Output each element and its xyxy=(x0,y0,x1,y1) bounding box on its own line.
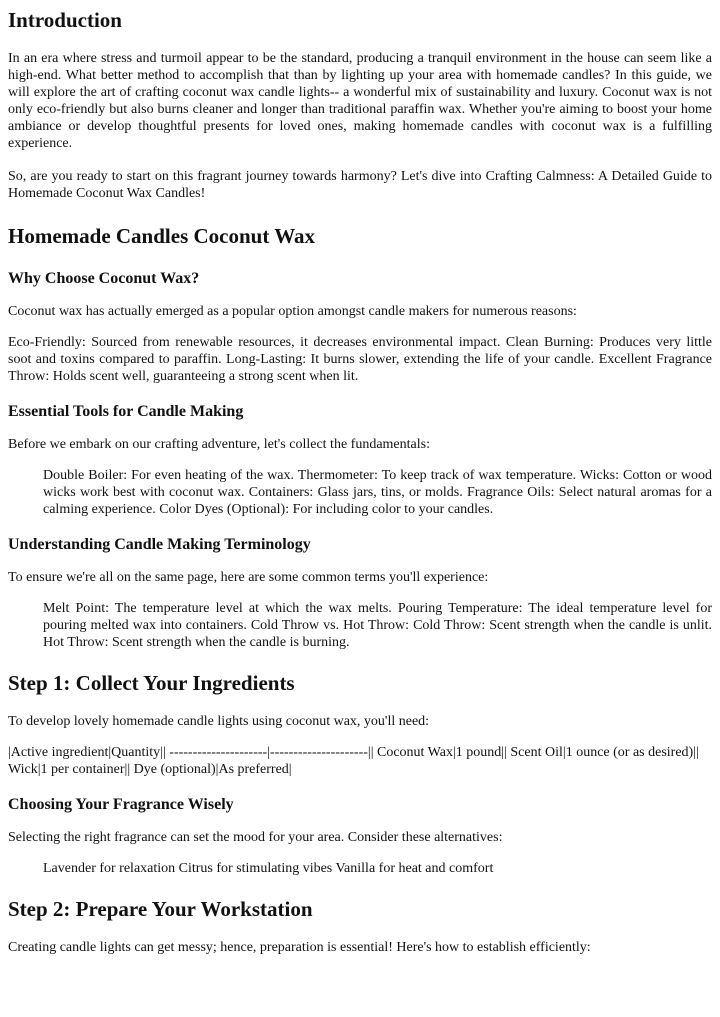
fragrance-paragraph: Selecting the right fragrance can set the mood for your area. Consider these alternatives: xyxy=(8,830,503,845)
step1-paragraph: To develop lovely homemade candle lights using coconut wax, you'll need: xyxy=(8,714,430,729)
tools-list: Double Boiler: For even heating of the wax. Thermometer: To keep track of wax temperature. Wicks: Cotton or wood wicks work best with coconut wax. Containers: Glass jars, tins, or molds. Fragrance Oils: Select natural aromas for a calming experience. Color Dyes (Optional): For including color to your candles. xyxy=(43,468,712,517)
fragrance-list: Lavender for relaxation Citrus for stimulating vibes Vanilla for heat and comfort xyxy=(43,861,494,876)
step2-paragraph: Creating candle lights can get messy; hence, preparation is essential! Here's how to establish efficiently: xyxy=(8,940,591,955)
intro-heading: Introduction xyxy=(8,8,122,32)
step2-heading: Step 2: Prepare Your Workstation xyxy=(8,897,313,921)
terms-paragraph: To ensure we're all on the same page, here are some common terms you'll experience: xyxy=(8,570,489,585)
tools-heading: Essential Tools for Candle Making xyxy=(8,403,244,420)
terms-list: Melt Point: The temperature level at which the wax melts. Pouring Temperature: The ideal temperature level for pouring melted wax into containers. Cold Throw vs. Hot Throw: Cold Throw: Scent strength when the candle is unlit. Hot Throw: Scent strength when the candle is burning. xyxy=(43,601,712,650)
why-heading: Why Choose Coconut Wax? xyxy=(8,270,200,287)
step1-heading: Step 1: Collect Your Ingredients xyxy=(8,671,295,695)
why-paragraph-2: Eco-Friendly: Sourced from renewable resources, it decreases environmental impact. Clean Burning: Produces very little soot and toxins compared to paraffin. Long-Lasting: It burns slower, extending the life of your candle. Excellent Fragrance Throw: Holds scent well, guaranteeing a strong scent when lit. xyxy=(8,335,712,384)
ingredients-table-text: |Active ingredient|Quantity|| ---------------------|---------------------|| Coconut Wax|1 pound|| Scent Oil|1 ounce (or as desired)|| Wick|1 per container|| Dye (optional)|As preferred| xyxy=(8,745,699,777)
why-paragraph-1: Coconut wax has actually emerged as a popular option amongst candle makers for numerous reasons: xyxy=(8,304,577,319)
intro-paragraph-2: So, are you ready to start on this fragrant journey towards harmony? Let's dive into Crafting Calmness: A Detailed Guide to Homemade Coconut Wax Candles! xyxy=(8,169,712,201)
fragrance-heading: Choosing Your Fragrance Wisely xyxy=(8,796,234,813)
tools-paragraph: Before we embark on our crafting adventure, let's collect the fundamentals: xyxy=(8,437,430,452)
intro-paragraph-1: In an era where stress and turmoil appear to be the standard, producing a tranquil environment in the house can seem like a high-end. What better method to accomplish that than by lighting up your area with homemade candles? In this guide, we will explore the art of crafting coconut wax candle lights-- a wonderful mix of sustainability and luxury. Coconut wax is not only eco-friendly but also burns cleaner and longer than traditional paraffin wax. Whether you're aiming to boost your home ambiance or develop thoughtful presents for loved ones, making homemade candles with coconut wax is a fulfilling experience. xyxy=(8,51,712,151)
main-heading: Homemade Candles Coconut Wax xyxy=(8,224,316,248)
terms-heading: Understanding Candle Making Terminology xyxy=(8,536,311,553)
